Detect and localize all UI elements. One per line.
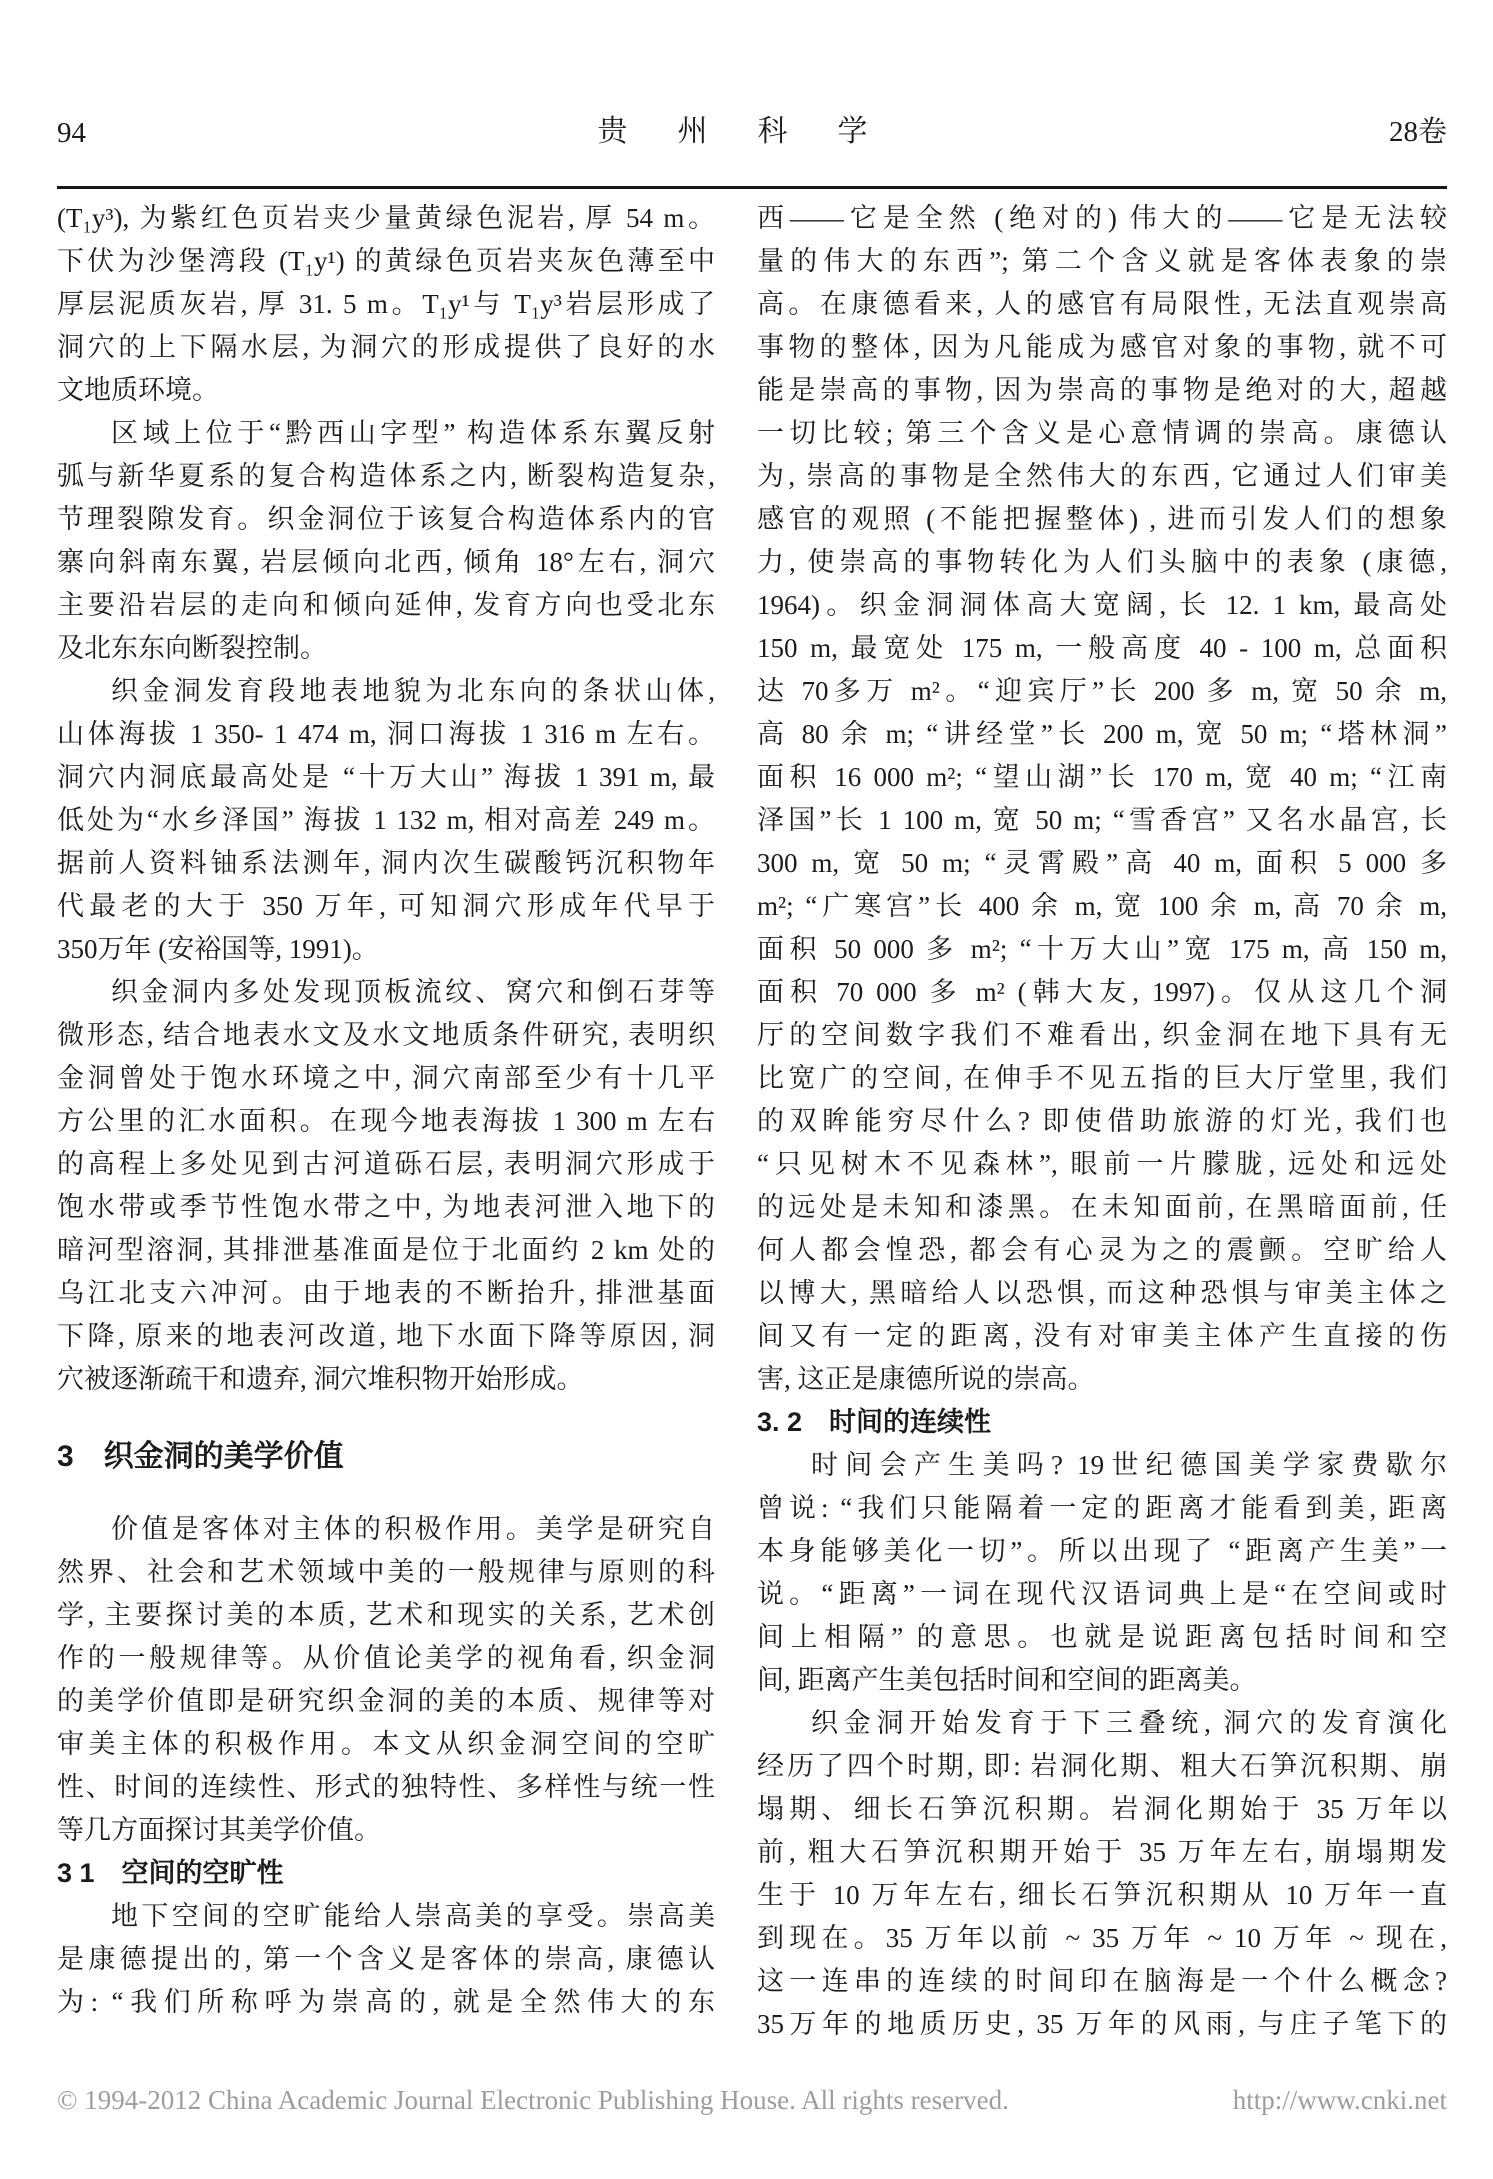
page-number: 94 (57, 117, 86, 149)
text-line: 寨向斜南东翼, 岩层倾向北西, 倾角 18°左右, 洞穴 (57, 547, 715, 577)
cnki-url: http://www.cnki.net (1232, 2085, 1447, 2115)
text-column-left (57, 197, 715, 2024)
text-line: 害, 这正是康德所说的崇高。 (757, 1364, 1095, 1394)
text-line: 经历了四个时期, 即: 岩洞化期、粗大石笋沉积期、崩 (757, 1751, 1447, 1781)
text-line: 面积 16 000 m²; “望山湖”长 170 m, 宽 40 m; “江南 (757, 762, 1447, 792)
text-line: 力, 使崇高的事物转化为人们头脑中的表象 (康德, (757, 547, 1447, 577)
text-line: 的高程上多处见到古河道砾石层, 表明洞穴形成于 (57, 1149, 715, 1179)
volume-label: 28卷 (1388, 116, 1447, 148)
text-line: 节理裂隙发育。织金洞位于该复合构造体系内的官 (57, 504, 715, 534)
text-line: 作的一般规律等。从价值论美学的视角看, 织金洞 (57, 1643, 715, 1673)
text-line: 等几方面探讨其美学价值。 (57, 1815, 381, 1845)
text-line: 乌江北支六冲河。由于地表的不断抬升, 排泄基面 (57, 1278, 715, 1308)
text-line: 感官的观照 (不能把握整体) , 进而引发人们的想象 (757, 504, 1447, 534)
text-line: 方公里的汇水面积。在现今地表海拔 1 300 m 左右 (57, 1106, 715, 1136)
text-line: 间, 距离产生美包括时间和空间的距离美。 (757, 1665, 1257, 1695)
text-line: 西——它是全然 (绝对的) 伟大的——它是无法较 (757, 203, 1447, 233)
text-line: 150 m, 最宽处 175 m, 一般高度 40 - 100 m, 总面积 (757, 633, 1447, 663)
text-line: 曾说: “我们只能隔着一定的距离才能看到美, 距离 (757, 1493, 1447, 1523)
text-line: 比宽广的空间, 在伸手不见五指的巨大厅堂里, 我们 (757, 1063, 1447, 1093)
text-line: 一切比较; 第三个含义是心意情调的崇高。康德认 (757, 418, 1447, 448)
page-footer-watermark (57, 2085, 1447, 2116)
text-line: 高。在康德看来, 人的感官有局限性, 无法直观崇高 (757, 289, 1447, 319)
text-line: m²; “广寒宫”长 400 余 m, 宽 100 余 m, 高 70 余 m, (757, 891, 1447, 921)
text-line: 洞穴内洞底最高处是 “十万大山” 海拔 1 391 m, 最 (57, 762, 715, 792)
text-line: 主要沿岩层的走向和倾向延伸, 发育方向也受北东 (57, 590, 715, 620)
text-line: 然界、社会和艺术领域中美的一般规律与原则的科 (57, 1557, 715, 1587)
text-line: 35万年的地质历史, 35 万年的风雨, 与庄子笔下的 (757, 2009, 1447, 2039)
page-header (57, 100, 1447, 150)
header-divider-rule (57, 186, 1447, 189)
text-line: 量的伟大的东西”; 第二个含义就是客体表象的崇 (757, 246, 1447, 276)
text-line: 前, 粗大石笋沉积期开始于 35 万年左右, 崩塌期发 (757, 1837, 1447, 1867)
text-line: 的美学价值即是研究织金洞的美的本质、规律等对 (57, 1686, 715, 1716)
text-line: 为: “我们所称呼为崇高的, 就是全然伟大的东 (57, 1987, 715, 2017)
text-line: 间又有一定的距离, 没有对审美主体产生直接的伤 (757, 1321, 1447, 1351)
text-line: 塌期、细长石笋沉积期。岩洞化期始于 35 万年以 (757, 1794, 1447, 1824)
text-line: 文地质环境。 (57, 375, 219, 405)
subsection-heading: 3 1 空间的空旷性 (57, 1858, 284, 1888)
text-line: 这一连串的连续的时间印在脑海是一个什么概念? (757, 1966, 1447, 1996)
text-line: 厅的空间数字我们不难看出, 织金洞在地下具有无 (757, 1020, 1447, 1050)
text-line: 织金洞发育段地表地貌为北东向的条状山体, (111, 676, 715, 706)
section-heading: 3 织金洞的美学价值 (57, 1440, 344, 1473)
copyright-text: © 1994-2012 China Academic Journal Electronic Publishing House. All rights reserved. (57, 2085, 1009, 2115)
text-line: 金洞曾处于饱水环境之中, 洞穴南部至少有十几平 (57, 1063, 715, 1093)
text-line: (T₁y³), 为紫红色页岩夹少量黄绿色泥岩, 厚 54 m。 (57, 203, 715, 233)
text-line: 1964)。织金洞洞体高大宽阔, 长 12. 1 km, 最高处 (757, 590, 1447, 620)
text-line: 是康德提出的, 第一个含义是客体的崇高, 康德认 (57, 1944, 715, 1974)
journal-title: 贵 州 科 学 (597, 115, 878, 148)
text-line: 说。“距离”一词在现代汉语词典上是“在空间或时 (757, 1579, 1447, 1609)
text-line: 微形态, 结合地表水文及水文地质条件研究, 表明织 (57, 1020, 715, 1050)
text-line: 面积 70 000 多 m² (韩大友, 1997)。仅从这几个洞 (757, 977, 1447, 1007)
text-line: “只见树木不见森林”, 眼前一片朦胧, 远处和远处 (757, 1149, 1447, 1179)
text-line: 织金洞内多处发现顶板流纹、窝穴和倒石芽等 (111, 977, 715, 1007)
text-line: 审美主体的积极作用。本文从织金洞空间的空旷 (57, 1729, 715, 1759)
text-line: 能是崇高的事物, 因为崇高的事物是绝对的大, 超越 (757, 375, 1447, 405)
text-line: 时间会产生美吗? 19世纪德国美学家费歇尔 (811, 1450, 1447, 1480)
text-line: 暗河型溶洞, 其排泄基准面是位于北面约 2 km 处的 (57, 1235, 715, 1265)
text-line: 山体海拔 1 350- 1 474 m, 洞口海拔 1 316 m 左右。 (57, 719, 715, 749)
text-line: 的远处是未知和漆黑。在未知面前, 在黑暗面前, 任 (757, 1192, 1447, 1222)
text-line: 下伏为沙堡湾段 (T₁y¹) 的黄绿色页岩夹灰色薄至中 (57, 246, 715, 276)
text-line: 弧与新华夏系的复合构造体系之内, 断裂构造复杂, (57, 461, 715, 491)
text-line: 的双眸能穷尽什么? 即使借助旅游的灯光, 我们也 (757, 1106, 1447, 1136)
text-line: 织金洞开始发育于下三叠统, 洞穴的发育演化 (811, 1708, 1447, 1738)
text-line: 本身能够美化一切”。所以出现了 “距离产生美”一 (757, 1536, 1447, 1566)
text-line: 350万年 (安裕国等, 1991)。 (57, 934, 379, 964)
text-column-right (757, 197, 1447, 2046)
text-line: 300 m, 宽 50 m; “灵霄殿”高 40 m, 面积 5 000 多 (757, 848, 1447, 878)
text-line: 生于 10 万年左右, 细长石笋沉积期从 10 万年一直 (757, 1880, 1447, 1910)
text-line: 代最老的大于 350 万年, 可知洞穴形成年代早于 (57, 891, 715, 921)
text-line: 到现在。35 万年以前 ~ 35 万年 ~ 10 万年 ~ 现在, (757, 1923, 1447, 1953)
text-line: 泽国”长 1 100 m, 宽 50 m; “雪香宫” 又名水晶宫, 长 (757, 805, 1447, 835)
text-line: 厚层泥质灰岩, 厚 31. 5 m。T₁y¹与 T₁y³岩层形成了 (57, 289, 715, 319)
text-line: 饱水带或季节性饱水带之中, 为地表河泄入地下的 (57, 1192, 715, 1222)
text-line: 学, 主要探讨美的本质, 艺术和现实的关系, 艺术创 (57, 1600, 715, 1630)
subsection-heading: 3. 2 时间的连续性 (757, 1407, 992, 1437)
text-line: 为, 崇高的事物是全然伟大的东西, 它通过人们审美 (757, 461, 1447, 491)
text-line: 价值是客体对主体的积极作用。美学是研究自 (111, 1514, 715, 1544)
text-line: 洞穴的上下隔水层, 为洞穴的形成提供了良好的水 (57, 332, 715, 362)
text-line: 低处为“水乡泽国” 海拔 1 132 m, 相对高差 249 m。 (57, 805, 715, 835)
text-line: 下降, 原来的地表河改道, 地下水面下降等原因, 洞 (57, 1321, 715, 1351)
text-line: 以博大, 黑暗给人以恐惧, 而这种恐惧与审美主体之 (757, 1278, 1447, 1308)
text-line: 达 70多万 m²。“迎宾厅”长 200 多 m, 宽 50 余 m, (757, 676, 1447, 706)
text-line: 地下空间的空旷能给人崇高美的享受。崇高美 (111, 1901, 715, 1931)
text-line: 据前人资料铀系法测年, 洞内次生碳酸钙沉积物年 (57, 848, 715, 878)
text-line: 事物的整体, 因为凡能成为感官对象的事物, 就不可 (757, 332, 1447, 362)
text-line: 何人都会惶恐, 都会有心灵为之的震颤。空旷给人 (757, 1235, 1447, 1265)
text-line: 性、时间的连续性、形式的独特性、多样性与统一性 (57, 1772, 715, 1802)
text-line: 区域上位于“黔西山字型” 构造体系东翼反射 (111, 418, 715, 448)
text-line: 高 80 余 m; “讲经堂”长 200 m, 宽 50 m; “塔林洞” (757, 719, 1447, 749)
text-line: 穴被逐渐疏干和遗弃, 洞穴堆积物开始形成。 (57, 1364, 584, 1394)
text-line: 面积 50 000 多 m²; “十万大山”宽 175 m, 高 150 m, (757, 934, 1447, 964)
text-line: 及北东东向断裂控制。 (57, 633, 327, 663)
text-line: 间上相隔” 的意思。也就是说距离包括时间和空 (757, 1622, 1447, 1652)
